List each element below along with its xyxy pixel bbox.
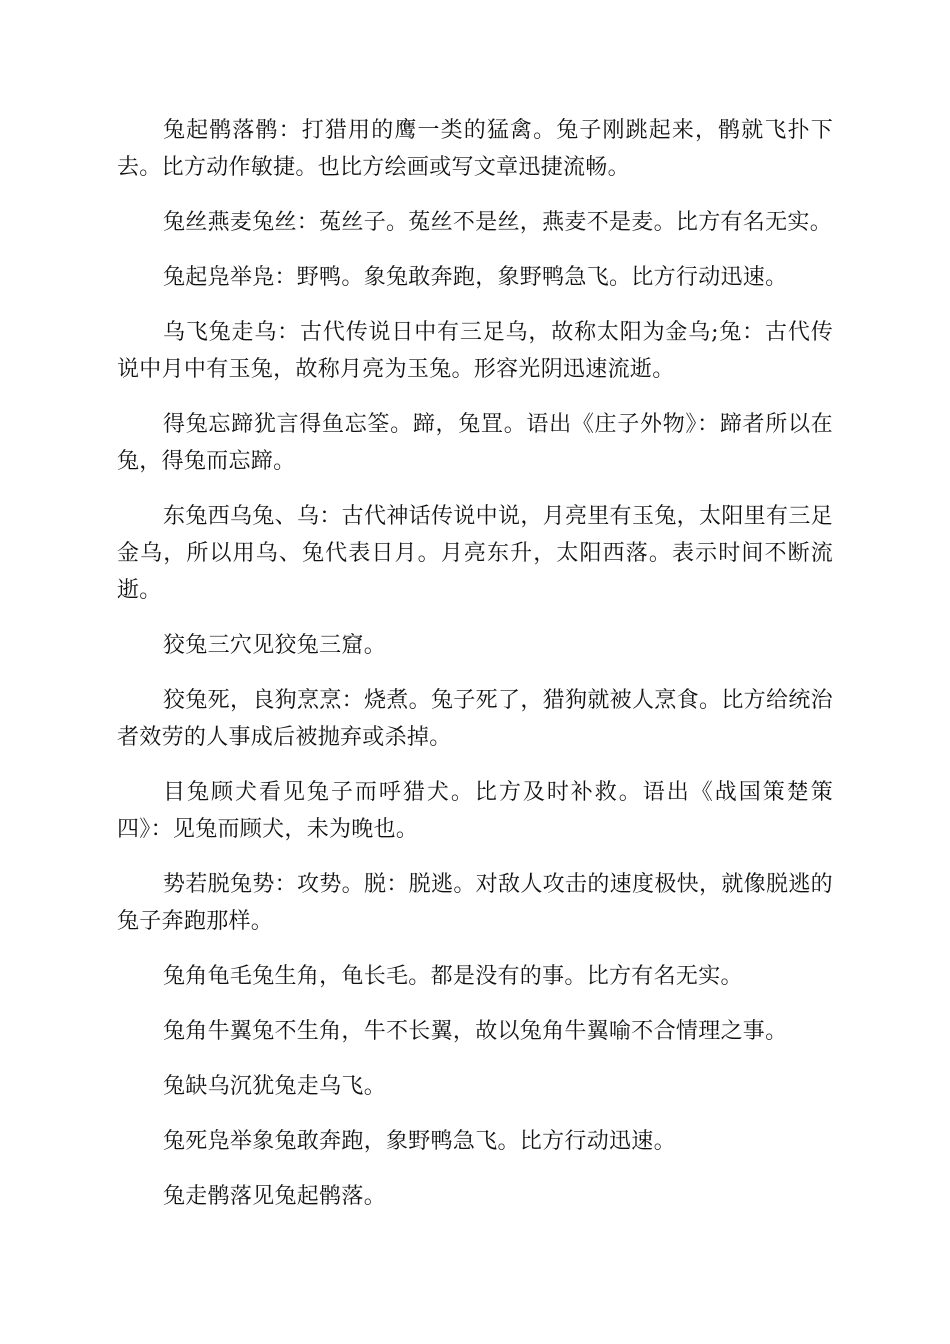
idiom-entry-jiao-tu-san-xue: 狡兔三穴见狡兔三窟。 bbox=[163, 633, 387, 658]
idiom-entry-tu-si-fu-ju: 兔死凫举象兔敢奔跑，象野鸭急飞。比方行动迅速。 bbox=[163, 1129, 676, 1154]
idiom-entry-tu-jiao-niu-yi: 兔角牛翼兔不生角，牛不长翼，故以兔角牛翼喻不合情理之事。 bbox=[163, 1019, 788, 1044]
idiom-entry-wu-fei-tu-zou: 乌飞兔走乌：古代传说日中有三足乌，故称太阳为金乌;兔：古代传说中月中有玉兔，故称月亮为玉兔。形容光阴迅速流逝。 bbox=[117, 320, 833, 382]
idiom-entry-tu-si-yan-mai: 兔丝燕麦兔丝：菟丝子。菟丝不是丝，燕麦不是麦。比方有名无实。 bbox=[163, 210, 833, 235]
idiom-entry-tu-que-wu-chen: 兔缺乌沉犹兔走乌飞。 bbox=[163, 1074, 387, 1099]
idiom-entry-tu-qi-fu-ju: 兔起凫举凫：野鸭。象兔敢奔跑，象野鸭急飞。比方行动迅速。 bbox=[163, 265, 788, 290]
idiom-entry-tu-jiao-gui-mao: 兔角龟毛兔生角，龟长毛。都是没有的事。比方有名无实。 bbox=[163, 964, 743, 989]
idiom-entry-de-tu-wang-ti: 得兔忘蹄犹言得鱼忘筌。蹄，兔罝。语出《庄子外物》：蹄者所以在兔，得兔而忘蹄。 bbox=[117, 412, 833, 474]
idiom-entry-shi-ruo-tuo-tu: 势若脱兔势：攻势。脱：脱逃。对敌人攻击的速度极快，就像脱逃的兔子奔跑那样。 bbox=[117, 872, 833, 934]
idiom-entry-mu-tu-gu-quan: 目兔顾犬看见兔子而呼猎犬。比方及时补救。语出《战国策楚策四》：见兔而顾犬，未为晚也。 bbox=[117, 780, 833, 842]
document-body bbox=[117, 112, 833, 1233]
idiom-entry-tu-qi-hu-luo: 兔起鹘落鹘：打猎用的鹰一类的猛禽。兔子刚跳起来，鹘就飞扑下去。比方动作敏捷。也比方绘画或写文章迅捷流畅。 bbox=[117, 118, 833, 180]
idiom-entry-tu-zou-hu-luo: 兔走鹘落见兔起鹘落。 bbox=[163, 1184, 387, 1209]
idiom-entry-jiao-tu-si-liang-gou-peng: 狡兔死，良狗烹烹：烧煮。兔子死了，猎狗就被人烹食。比方给统治者效劳的人事成后被抛弃或杀掉。 bbox=[117, 688, 833, 750]
idiom-entry-dong-tu-xi-wu: 东兔西乌兔、乌：古代神话传说中说，月亮里有玉兔，太阳里有三足金乌，所以用乌、兔代表日月。月亮东升，太阳西落。表示时间不断流逝。 bbox=[117, 504, 833, 603]
